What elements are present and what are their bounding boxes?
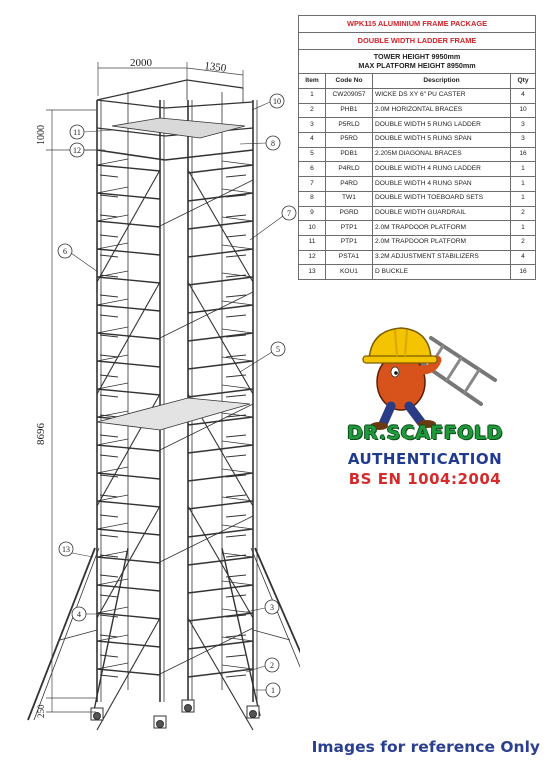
frame-rung [188, 305, 253, 313]
cell-item: 12 [299, 250, 326, 265]
cell-qty: 16 [511, 265, 536, 280]
frame-rung [97, 439, 128, 445]
cell-qty: 2 [511, 235, 536, 250]
cell-qty: 2 [511, 206, 536, 221]
stabilizer [34, 548, 99, 720]
cell-description: DOUBLE WIDTH 4 RUNG SPAN [373, 177, 511, 192]
tower-structure [28, 80, 300, 730]
frame-rung [222, 357, 253, 361]
diagonal-brace [188, 618, 253, 730]
toeboard [165, 150, 253, 160]
frame-rung [222, 637, 253, 641]
ladder-rung [100, 175, 118, 177]
frame-rung [97, 389, 160, 395]
ladder-rung [100, 215, 118, 217]
dim-width-label: 2000 [130, 57, 152, 69]
parts-list-table [298, 15, 536, 280]
ladder-rung [226, 675, 246, 677]
ladder-rung [100, 395, 118, 397]
ladder-rung [100, 435, 118, 437]
svg-text:6: 6 [63, 247, 67, 256]
table-row [299, 206, 536, 221]
frame-rung [188, 193, 253, 201]
frame-rung [222, 441, 253, 445]
authentication-label: AUTHENTICATION [347, 450, 503, 468]
frame-rung [97, 523, 128, 529]
caster-wheel [250, 711, 257, 718]
svg-text:8: 8 [271, 139, 275, 148]
col-header-item: Item [299, 74, 326, 89]
frame-rung [188, 389, 253, 397]
stabilizer [222, 548, 260, 716]
diagonal-brace [188, 170, 253, 282]
cell-description: DOUBLE WIDTH GUARDRAIL [373, 206, 511, 221]
cell-item: 11 [299, 235, 326, 250]
frame-rung [97, 215, 128, 221]
callout-1 [255, 683, 280, 697]
ladder-rung [226, 215, 246, 217]
table-row [299, 177, 536, 192]
frame-rung [222, 189, 253, 193]
svg-text:4: 4 [77, 610, 81, 619]
callout-6 [58, 244, 98, 272]
hard-hat-icon [369, 328, 431, 360]
table-row [299, 118, 536, 133]
dim-depth-label: 1350 [203, 60, 227, 75]
cell-code: P5RLD [326, 118, 373, 133]
frame-rung [97, 159, 128, 165]
callout-4 [72, 607, 99, 621]
cell-description: DOUBLE WIDTH TOEBOARD SETS [373, 191, 511, 206]
frame-rung [188, 361, 253, 369]
frame-rung [97, 579, 128, 585]
cell-description: DOUBLE WIDTH 5 RUNG LADDER [373, 118, 511, 133]
cell-description: 2.0M HORIZONTAL BRACES [373, 103, 511, 118]
dim-tower-height-label: 8696 [35, 423, 47, 445]
cell-code: P4RD [326, 177, 373, 192]
frame-rung [188, 165, 253, 173]
ladder-rung [226, 595, 246, 597]
callout-8 [240, 136, 280, 150]
cell-description: WICKE DS XY 6" PU CASTER [373, 89, 511, 104]
ladder-rung [226, 235, 246, 237]
ladder-rung [226, 355, 246, 357]
cell-item: 1 [299, 89, 326, 104]
frame-rung [97, 327, 128, 333]
ladder-rung [100, 515, 118, 517]
frame-rung [97, 243, 128, 249]
frame-rung [97, 467, 128, 473]
frame-rung [222, 469, 253, 473]
cell-qty: 4 [511, 89, 536, 104]
cell-description: 2.205M DIAGONAL BRACES [373, 147, 511, 162]
svg-text:1: 1 [271, 686, 275, 695]
ladder-rung [100, 255, 118, 257]
frame-rung [97, 635, 128, 641]
guardrail [97, 100, 165, 108]
table-subtitle-row [299, 33, 536, 50]
ladder-rung [100, 575, 118, 577]
ladder-rung [226, 455, 246, 457]
callout-3 [246, 600, 279, 614]
frame-rung [188, 585, 253, 593]
frame-rung [222, 553, 253, 557]
table-row [299, 265, 536, 280]
frame-rung [188, 501, 253, 509]
frame-rung [97, 299, 128, 305]
frame-rung [222, 413, 253, 417]
top-trapdoor-platform [112, 118, 245, 138]
table-row [299, 133, 536, 148]
cell-code: PDB1 [326, 147, 373, 162]
cell-description: 2.0M TRAPDOOR PLATFORM [373, 235, 511, 250]
stabilizer-strut [60, 630, 97, 640]
frame-rung [97, 305, 160, 311]
frame-rung [222, 217, 253, 221]
ladder-rung [100, 455, 118, 457]
caster-wheel [185, 705, 192, 712]
svg-text:11: 11 [73, 128, 81, 137]
cell-item: 7 [299, 177, 326, 192]
table-row [299, 235, 536, 250]
cell-description: 3.2M ADJUSTMENT STABILIZERS [373, 250, 511, 265]
brand-name: DR.SCAFFOLD [347, 422, 503, 444]
ladder-rung [100, 355, 118, 357]
callout-11 [70, 125, 112, 139]
cell-item: 9 [299, 206, 326, 221]
cell-item: 3 [299, 118, 326, 133]
frame-rung [188, 529, 253, 537]
cell-item: 5 [299, 147, 326, 162]
cell-description: DOUBLE WIDTH 5 RUNG SPAN [373, 133, 511, 148]
dim-guardrail-label: 1000 [36, 125, 47, 145]
svg-text:5: 5 [276, 345, 280, 354]
table-row [299, 162, 536, 177]
col-header-code: Code No [326, 74, 373, 89]
toeboard [97, 150, 165, 160]
frame-rung [188, 613, 253, 621]
ladder-rung [226, 175, 246, 177]
cell-description: DOUBLE WIDTH 4 RUNG LADDER [373, 162, 511, 177]
ladder-rung [226, 515, 246, 517]
cell-item: 6 [299, 162, 326, 177]
cell-qty: 1 [511, 177, 536, 192]
svg-text:13: 13 [62, 545, 70, 554]
table-row [299, 103, 536, 118]
caster-wheel [157, 721, 164, 728]
frame-rung [222, 301, 253, 305]
ladder-rung [100, 295, 118, 297]
table-spec-row [299, 50, 536, 74]
frame-rung [222, 525, 253, 529]
callout-5 [240, 342, 285, 372]
frame-rung [188, 473, 253, 481]
dr-scaffold-mascot-logo [345, 320, 505, 432]
cell-qty: 1 [511, 191, 536, 206]
cell-item: 4 [299, 133, 326, 148]
caster-wheel [94, 713, 101, 720]
svg-text:3: 3 [270, 603, 274, 612]
frame-rung [188, 277, 253, 285]
diagonal-brace [188, 282, 253, 394]
ladder-rung [100, 315, 118, 317]
cell-item: 8 [299, 191, 326, 206]
cell-qty: 10 [511, 103, 536, 118]
frame-rung [97, 249, 160, 255]
dim-base-label: 250 [36, 704, 46, 718]
frame-rung [222, 329, 253, 333]
cell-qty: 1 [511, 221, 536, 236]
frame-rung [222, 581, 253, 585]
frame-rung [222, 161, 253, 165]
platform-height-text: MAX PLATFORM HEIGHT 8950mm [358, 60, 476, 70]
reference-disclaimer: Images for reference Only [311, 738, 540, 756]
cell-code: PSTA1 [326, 250, 373, 265]
package-title: WPK115 ALUMINIUM FRAME PACKAGE [299, 16, 536, 33]
frame-rung [97, 529, 160, 535]
svg-text:7: 7 [287, 209, 291, 218]
ladder-rung [226, 655, 246, 657]
cell-qty: 3 [511, 118, 536, 133]
ladder-rung [226, 315, 246, 317]
frame-rung [97, 641, 160, 647]
diagonal-brace [188, 506, 253, 618]
cell-code: P5RD [326, 133, 373, 148]
guardrail [97, 80, 187, 100]
cell-code: PTP1 [326, 235, 373, 250]
ladder-rung [100, 535, 118, 537]
ladder-rung [100, 235, 118, 237]
table-row [299, 147, 536, 162]
svg-text:10: 10 [273, 97, 281, 106]
guardrail [165, 102, 253, 108]
ladder-rung [226, 535, 246, 537]
tower-height-text: TOWER HEIGHT 9950mm [373, 52, 461, 62]
cell-code: CW209057 [326, 89, 373, 104]
ladder-rung [100, 655, 118, 657]
cell-code: P4RLD [326, 162, 373, 177]
ladder-rung [100, 375, 118, 377]
cell-qty: 3 [511, 133, 536, 148]
svg-text:2: 2 [270, 661, 274, 670]
frame-rung [97, 501, 160, 507]
col-header-description: Description [373, 74, 511, 89]
frame-rung [97, 585, 160, 591]
col-header-qty: Qty [511, 74, 536, 89]
stabilizer [28, 548, 95, 720]
frame-rung [97, 187, 128, 193]
stabilizer-strut [253, 630, 290, 640]
cell-description: 2.0M TRAPDOOR PLATFORM [373, 221, 511, 236]
ladder-rung [226, 495, 246, 497]
svg-text:12: 12 [73, 146, 81, 155]
guardrail [187, 80, 243, 88]
cell-code: PHB1 [326, 103, 373, 118]
cell-description: D BUCKLE [373, 265, 511, 280]
callout-13 [59, 542, 93, 557]
frame-rung [97, 355, 128, 361]
frame-rung [222, 245, 253, 249]
table-row [299, 250, 536, 265]
frame-rung [97, 277, 160, 283]
tower-spec [299, 50, 536, 74]
frame-rung [97, 361, 160, 367]
cell-qty: 4 [511, 250, 536, 265]
cell-item: 2 [299, 103, 326, 118]
ladder-rung [100, 675, 118, 677]
cell-code: TW1 [326, 191, 373, 206]
frame-rung [97, 663, 128, 669]
ladder-rung [226, 255, 246, 257]
callout-12 [70, 143, 105, 157]
cell-item: 13 [299, 265, 326, 280]
table-header-row [299, 74, 536, 89]
cell-item: 10 [299, 221, 326, 236]
table-row [299, 191, 536, 206]
table-row [299, 221, 536, 236]
package-subtitle: DOUBLE WIDTH LADDER FRAME [299, 33, 536, 50]
cell-code: PTP1 [326, 221, 373, 236]
ladder-rung [226, 435, 246, 437]
cell-code: PGRD [326, 206, 373, 221]
ladder-rung [226, 395, 246, 397]
cell-qty: 1 [511, 162, 536, 177]
frame-rung [188, 249, 253, 257]
standard-label: BS EN 1004:2004 [348, 470, 502, 488]
table-title-row [299, 16, 536, 33]
table-row [299, 89, 536, 104]
cell-code: KOU1 [326, 265, 373, 280]
cell-qty: 16 [511, 147, 536, 162]
frame-rung [97, 165, 160, 171]
